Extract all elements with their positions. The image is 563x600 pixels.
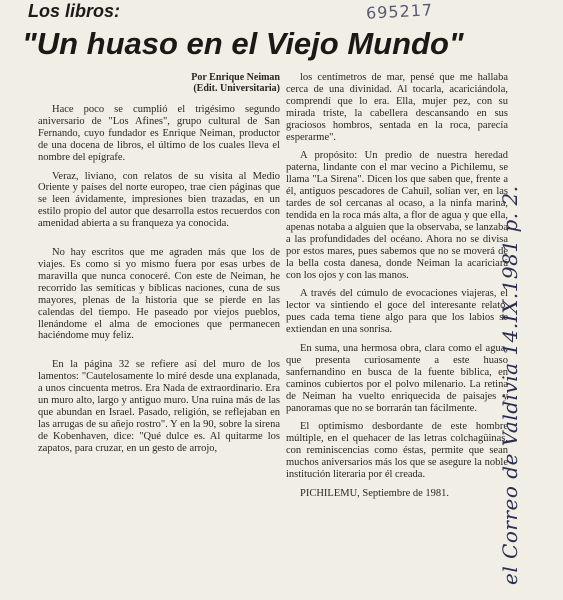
left-paragraph-4: En la página 32 se refiere así del muro de los lamentos: "Cautelosamente lo miré desde una explanada, a unos cincuenta metros. Era Nada de extraordinario. Era un muro alto, largo y antiguo muro. Una ruina más de las que abundan en Israel. Pasado, religión, se reflejaban en las arrugas de su añejo rostro". Y en la 90, sobre la sirena de Kobenhaven, dice: "Qué dulce es. Al quitarme los zapatos, para cruzar, en un gesto de arrojo, [38, 359, 280, 454]
byline-publisher: (Edit. Universitaria) [193, 83, 280, 94]
right-paragraph-3: A través del cúmulo de evocaciones viajeras, el lector va sintiendo el goce del interesante relato, pues cada tema tiene algo para que los labios se extiendan en una sonrisa. [286, 288, 508, 336]
handwritten-number: 695217 [365, 0, 434, 23]
left-paragraph-3: No hay escritos que me agraden más que los de viajes. Es como si yo mismo fuera por esas urbes de maravilla que nunca conoceré. Con este de Neiman, he recorrido las semíticas y bíblicas naciones, cuna de sus mayores, plenas de la historia que se pierde en las calendas del tiempo. He paseado por viejos pueblos, llenándome el alma de emociones que permanecen haciéndome muy feliz. [38, 247, 280, 342]
section-heading: Los libros: [28, 1, 121, 21]
byline-author: Por Enrique Neiman [191, 72, 280, 83]
right-paragraph-1: los centímetros de mar, pensé que me hallaba cerca de una divinidad. Al tocarla, acariciándola, comprendí que lo era. Ella, mujer pez, con su mirada triste, la cabellera descansando en sus graciosos hombros, sentada en la roca, parecía esperarme". [286, 72, 508, 143]
right-column [286, 72, 508, 507]
left-paragraph-2: Veraz, liviano, con relatos de su visita al Medio Oriente y países del norte europeo, trae cien páginas que se leen ávidamente, impresiones bien trazadas, en un estilo propio del autor que desarrolla estos recuerdos con amenidad abierta a su franqueza ya conocida. [38, 170, 280, 230]
left-column [38, 72, 280, 462]
right-paragraph-5: El optimismo desbordante de este hombre múltiple, en el quehacer de las letras colchagüinas, con reminiscencias como éstas, permite que sean muchos aniversarios más los que se asegure la noble institución literaria por él creada. [286, 421, 508, 481]
article-title: "Un huaso en el Viejo Mundo" [22, 26, 464, 61]
byline [38, 72, 280, 94]
right-paragraph-4: En suma, una hermosa obra, clara como el agua, que presenta curiosamente a este huaso sanfernandino en busca de la fuente bíblica, en caminos cubiertos por el polvo milenario. La retina de Neiman ha vuelto enriquecida de paisajes y panoramas que no se borrarán tan fácilmente. [286, 343, 508, 414]
signoff: PICHILEMU, Septiembre de 1981. [300, 488, 450, 499]
right-paragraph-2: A propósito: Un predio de nuestra heredad paterna, lindante con el mar vecino a Pichilemu, se llama "La Sirena". Dicen los que saben que, frente a él, antiguos pescadores de Cahuil, solían ver, en las tardes de sol cercanas al ocaso, a la ninfa marina, tendida en la roca más alta, a flor de agua y que ella, apenas notaba a alguien que la observaba, se lanzaba a las profundidades del océano. Ahora no se divisa por estos mares, pues sabemos que no se moverá de la bella costa danesa, donde Neiman la acariciará con los ojos y con las manos. [286, 150, 508, 281]
left-paragraph-1: Hace poco se cumplió el trigésimo segundo aniversario de "Los Afines", grupo cultural de San Fernando, cuyo fundador es Enrique Neiman, productor de una docena de libros, el último de los cuales lleva el nombre del epígrafe. [38, 104, 280, 163]
handwritten-margin-note: el Correo de Valdivia 14.IX.1981 p. 2. [498, 185, 522, 585]
